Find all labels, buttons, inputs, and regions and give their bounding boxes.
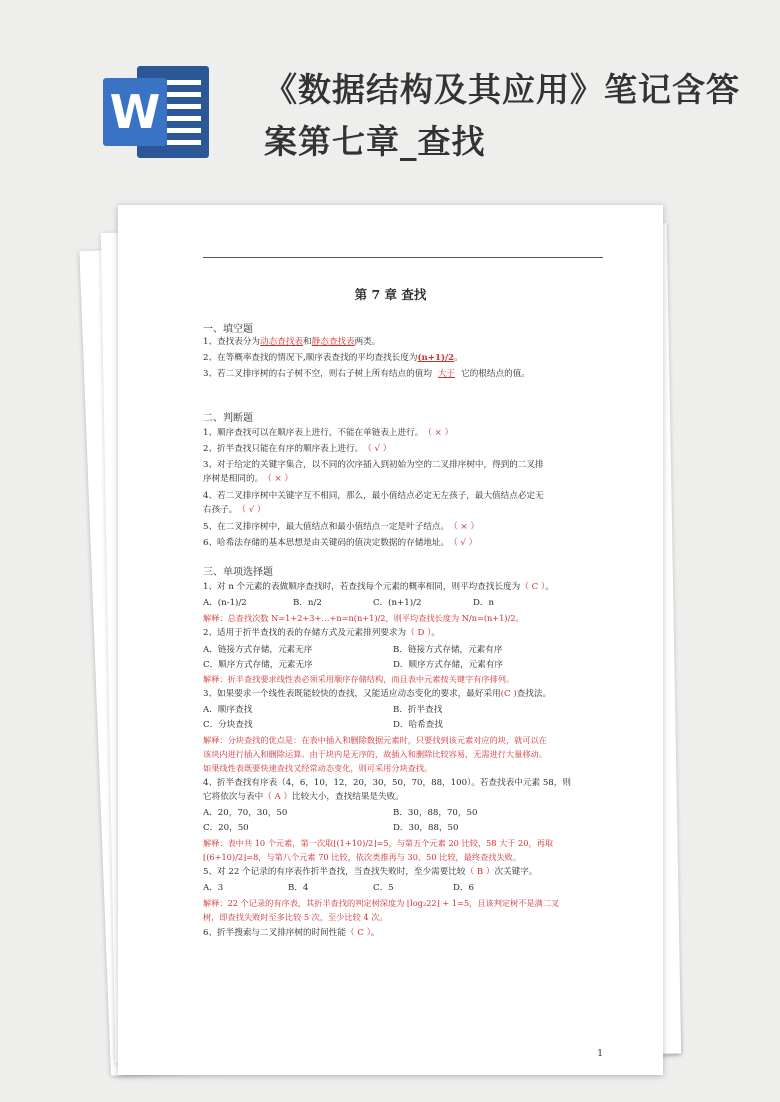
judge-question-6: 6、哈希法存储的基本思想是由关键码的值决定数据的存储地址。 （ √ ） (203, 538, 478, 548)
choice-question-6: 6、折半搜索与二叉排序树的时间性能（ C ）。 (203, 928, 380, 938)
choice-3-option-d: D．哈希查找 (393, 720, 443, 730)
chapter-title: 第 7 章 查找 (354, 287, 427, 302)
word-document-icon (103, 66, 213, 158)
choice-question-2: 2、适用于折半查找的表的存储方式及元素排列要求为（ D ）。 (203, 628, 440, 638)
fill-question-3: 3、若二叉排序树的右子树不空，则右子树上所有结点的值均 大于 它的根结点的值。 (203, 369, 530, 379)
choice-1-option-d: D．n (473, 598, 495, 608)
choice-4-option-d: D．30，88，50 (393, 823, 459, 833)
fill-question-1: 1、查找表分为动态查找表和静态查找表两类。 (203, 337, 381, 347)
choice-2-option-d: D．顺序方式存储，元素有序 (393, 660, 504, 670)
choice-5-option-b: B．4 (288, 883, 309, 893)
choice-4-explanation-1: 解释：表中共 10 个元素，第一次取⌊(1+10)/2⌋=5，与第五个元素 20 比较，58 大于 20，再取 (203, 838, 554, 848)
judge-question-2: 2、折半查找只能在有序的顺序表上进行。 （ √ ） (203, 444, 392, 454)
judge-question-4-line-2: 右孩子。 （ √ ） (203, 505, 266, 515)
document-page (118, 205, 663, 1075)
choice-2-option-c: C．顺序方式存储，元素无序 (203, 660, 313, 670)
choice-2-option-a: A．链接方式存储，元素无序 (203, 645, 313, 655)
choice-3-explanation-2: 该块内进行插入和删除运算。由于块内是无序的，故插入和删除比较容易，无需进行大量移动。 (203, 749, 547, 759)
word-w-badge: W (103, 78, 167, 146)
section-choice-heading: 三、单项选择题 (203, 567, 273, 578)
choice-3-explanation-1: 解释：分块查找的优点是：在表中插入和删除数据元素时，只要找到该元素对应的块，就可以在 (203, 735, 547, 745)
judge-question-1: 1、顺序查找可以在顺序表上进行，不能在单链表上进行。 （ × ） (203, 428, 454, 438)
judge-question-5: 5、在二叉排序树中，最大值结点和最小值结点一定是叶子结点。 （ × ） (203, 522, 479, 532)
choice-4-option-c: C．20，50 (203, 823, 249, 833)
choice-question-1: 1、对 n 个元素的表做顺序查找时，若查找每个元素的概率相同，则平均查找长度为（ C ）。 (203, 582, 554, 592)
document-header (0, 0, 780, 200)
choice-question-5: 5、对 22 个记录的有序表作折半查找，当查找失败时，至少需要比较（ B ）次关键字。 (203, 867, 538, 877)
choice-4-option-b: B．30，88，70，50 (393, 808, 478, 818)
judge-question-3-line-1: 3、对于给定的关键字集合，以不同的次序插入到初始为空的二叉排序树中，得到的二叉排 (203, 460, 544, 470)
choice-1-option-a: A．(n-1)/2 (203, 598, 247, 608)
choice-1-explanation: 解释：总查找次数 N=1+2+3+…+n=n(n+1)/2，则平均查找长度为 N/n=(n+1)/2。 (203, 613, 524, 623)
page-number: 1 (597, 1049, 603, 1059)
header-rule (203, 257, 603, 258)
choice-question-3: 3、如果要求一个线性表既能较快的查找，又能适应动态变化的要求，最好采用(C )查找法。 (203, 689, 552, 699)
choice-question-4-line-2: 它将依次与表中（ A ）比较大小，查找结果是失败。 (203, 792, 404, 802)
choice-4-option-a: A．20，70，30，50 (203, 808, 288, 818)
choice-5-option-c: C．5 (373, 883, 394, 893)
choice-2-explanation: 解释：折半查找要求线性表必须采用顺序存储结构，而且表中元素按关键字有序排列。 (203, 674, 515, 684)
section-fill-heading: 一、填空题 (203, 324, 253, 335)
choice-5-option-a: A．3 (203, 883, 224, 893)
choice-5-option-d: D．6 (453, 883, 474, 893)
choice-question-4-line-1: 4、折半查找有序表（4，6，10，12，20，30，50，70，88，100）。若查找表中元素 58，则 (203, 778, 571, 788)
choice-5-explanation-2: 树，即查找失败时至多比较 5 次，至少比较 4 次。 (203, 912, 388, 922)
choice-3-option-a: A．顺序查找 (203, 705, 253, 715)
document-title: 《数据结构及其应用》笔记含答案第七章_查找 (264, 70, 740, 161)
choice-3-option-c: C．分块查找 (203, 720, 253, 730)
choice-3-option-b: B．折半查找 (393, 705, 443, 715)
judge-question-4-line-1: 4、若二叉排序树中关键字互不相同，那么，最小值结点必定无左孩子，最大值结点必定无 (203, 491, 544, 501)
choice-3-explanation-3: 如果线性表既要快速查找又经常动态变化，则可采用分块查找。 (203, 763, 433, 773)
choice-4-explanation-2: ⌊(6+10)/2⌋=8，与第八个元素 70 比较，依次类推再与 30、50 比较，最终查找失败。 (203, 852, 522, 862)
choice-5-explanation-1: 解释：22 个记录的有序表，其折半查找的判定树深度为 ⌊log₂22⌋ + 1=5，且该判定树不是满二叉 (203, 898, 560, 908)
section-judge-heading: 二、判断题 (203, 413, 253, 424)
choice-1-option-c: C．(n+1)/2 (373, 598, 422, 608)
fill-question-2: 2、在等概率查找的情况下,顺序表查找的平均查找长度为(n+1)/2。 (203, 353, 463, 363)
choice-2-option-b: B．链接方式存储，元素有序 (393, 645, 503, 655)
choice-1-option-b: B．n/2 (293, 598, 322, 608)
judge-question-3-line-2: 序树是相同的。 （ × ） (203, 474, 294, 484)
